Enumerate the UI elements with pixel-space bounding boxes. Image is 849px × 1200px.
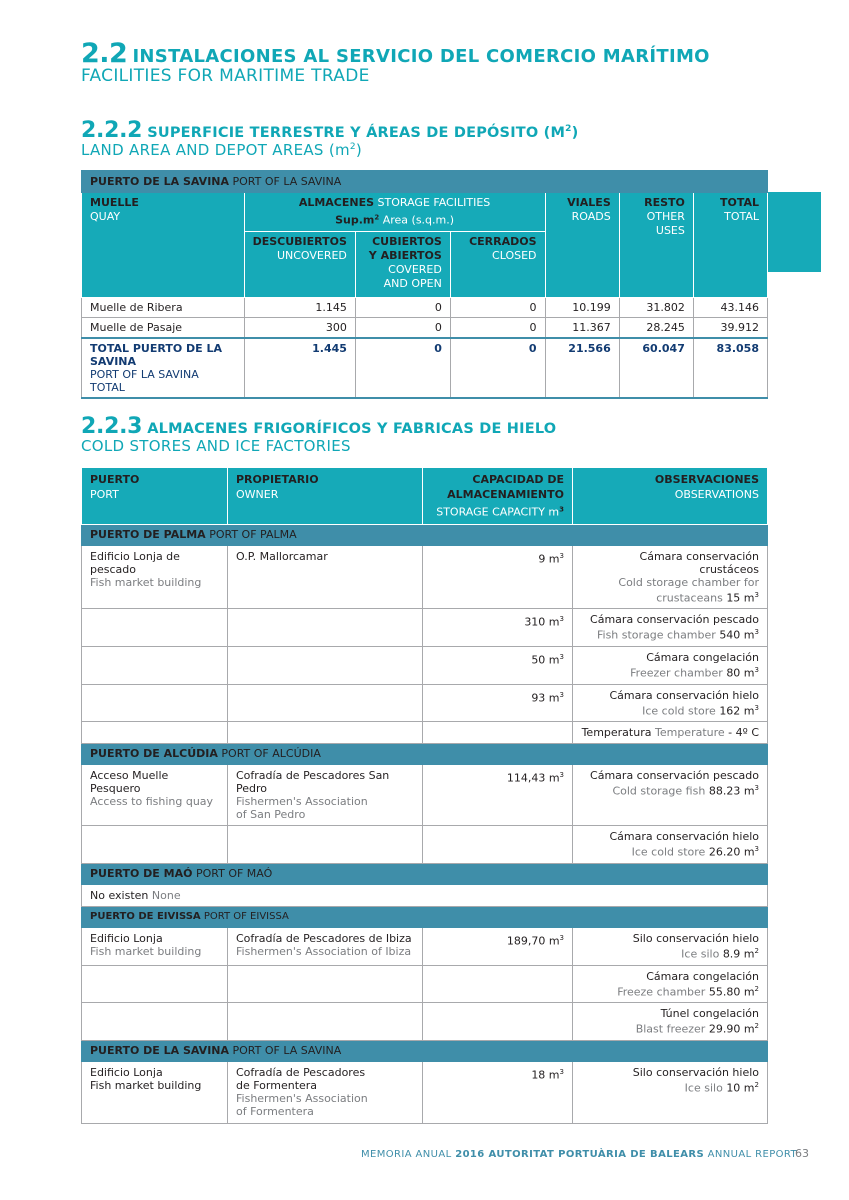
table-row: Edificio Lonja Fish market building Cofradía de Pescadores de Formentera Fishermen's Association of Formentera 18 $m^3$ Silo conservación hielo Ice silo 10 $m^2$ [82, 1061, 768, 1123]
subsection-number: 2.2.3 [81, 414, 143, 439]
table-port-row: PUERTO DE LA SAVINA PORT OF LA SAVINA [82, 171, 768, 193]
table-total-row: TOTAL PUERTO DE LA SAVINA PORT OF LA SAVINA TOTAL 1.445 0 0 21.566 60.047 83.058 [82, 338, 768, 398]
table-row: Edificio Lonja de pescado Fish market building O.P. Mallorcamar 9 $m^3$ Cámara conservación crustáceos Cold storage chamber for crustaceans 15 $m^3$ [82, 545, 768, 609]
subsection-title-es: ALMACENES FRIGORÍFICOS Y FABRICAS DE HIELO [147, 421, 557, 437]
table-row: Muelle de Pasaje 300 0 0 11.367 28.245 39.912 [82, 317, 768, 338]
table-row: Acceso Muelle Pesquero Access to fishing quay Cofradía de Pescadores San Pedro Fishermen's Association of San Pedro 114,43 $m^3$ Cámara conservación pescado Cold storage fish 88.23 $m^3$ [82, 765, 768, 826]
table-row: 93 $m^3$ Cámara conservación hielo Ice cold store 162 $m^3$ [82, 684, 768, 722]
header-overflow-bar [768, 192, 821, 272]
table-row: Cámara congelación Freeze chamber 55.80 $m^2$ [82, 965, 768, 1003]
section-number: 2.2 [81, 38, 128, 69]
table-row: Túnel congelación Blast freezer 29.90 $m^2$ [82, 1003, 768, 1041]
section-heading [81, 38, 710, 86]
table-row: 310 $m^3$ Cámara conservación pescado Fish storage chamber 540 $m^3$ [82, 609, 768, 647]
header-uncovered: DESCUBIERTOS UNCOVERED [244, 231, 355, 297]
header-observations: OBSERVACIONES OBSERVATIONS [573, 468, 768, 525]
cold-stores-table [81, 467, 768, 1124]
header-quay: MUELLE QUAY [82, 193, 245, 298]
table-row: Temperatura Temperature - 4º C [82, 722, 768, 744]
subsection-number: 2.2.2 [81, 118, 143, 143]
table-header-row [82, 468, 768, 525]
page-number: 63 [795, 1147, 809, 1160]
table-row: Cámara conservación hielo Ice cold store 26.20 $m^3$ [82, 826, 768, 864]
port-group-header: PUERTO DE EIVISSA PORT OF EIVISSA [82, 906, 768, 927]
header-owner: PROPIETARIO OWNER [228, 468, 423, 525]
header-closed: CERRADOS CLOSED [450, 231, 545, 297]
table-row: Edificio Lonja Fish market building Cofradía de Pescadores de Ibiza Fishermen's Association of Ibiza 189,70 $m^3$ Silo conservación hielo Ice silo 8.9 $m^2$ [82, 927, 768, 965]
subsection-title-es: SUPERFICIE TERRESTRE Y ÁREAS DE DEPÓSITO $(M^2)$ [147, 124, 579, 141]
header-roads: VIALES ROADS [545, 193, 619, 298]
section-title-es: INSTALACIONES AL SERVICIO DEL COMERCIO MARÍTIMO [132, 46, 710, 67]
subsection-heading-cold-stores [81, 414, 556, 455]
header-rest: RESTO OTHER USES [619, 193, 693, 298]
header-covered: CUBIERTOS Y ABIERTOS COVERED AND OPEN [355, 231, 450, 297]
header-port: PUERTO PORT [82, 468, 228, 525]
land-area-table [81, 170, 768, 399]
page-footer: MEMORIA ANUAL 2016 AUTORITAT PORTUÀRIA DE BALEARS ANNUAL REPORT [361, 1149, 798, 1160]
port-group-header: PUERTO DE LA SAVINA PORT OF LA SAVINA [82, 1040, 768, 1061]
subsection-title-en: COLD STORES AND ICE FACTORIES [81, 437, 351, 455]
subsection-heading-land-area [81, 118, 578, 159]
header-total: TOTAL TOTAL [693, 193, 767, 298]
table-row: No existen None [82, 884, 768, 906]
table-row: 50 $m^3$ Cámara congelación Freezer chamber 80 $m^3$ [82, 646, 768, 684]
section-title-en: FACILITIES FOR MARITIME TRADE [81, 66, 370, 86]
port-group-header: PUERTO DE PALMA PORT OF PALMA [82, 524, 768, 545]
port-group-header: PUERTO DE ALCÚDIA PORT OF ALCÚDIA [82, 744, 768, 765]
table-row: Muelle de Ribera 1.145 0 0 10.199 31.802 43.146 [82, 297, 768, 317]
table-header-row [82, 193, 768, 232]
port-group-header: PUERTO DE MAÓ PORT OF MAÓ [82, 863, 768, 884]
subsection-title-en: LAND AREA AND DEPOT AREAS $(m^2)$ [81, 141, 363, 159]
header-storage: ALMACENES STORAGE FACILITIES $Sup.m^2$ Area (s.q.m.) [244, 193, 545, 232]
header-capacity: CAPACIDAD DE ALMACENAMIENTO STORAGE CAPACITY $m^3$ [423, 468, 573, 525]
